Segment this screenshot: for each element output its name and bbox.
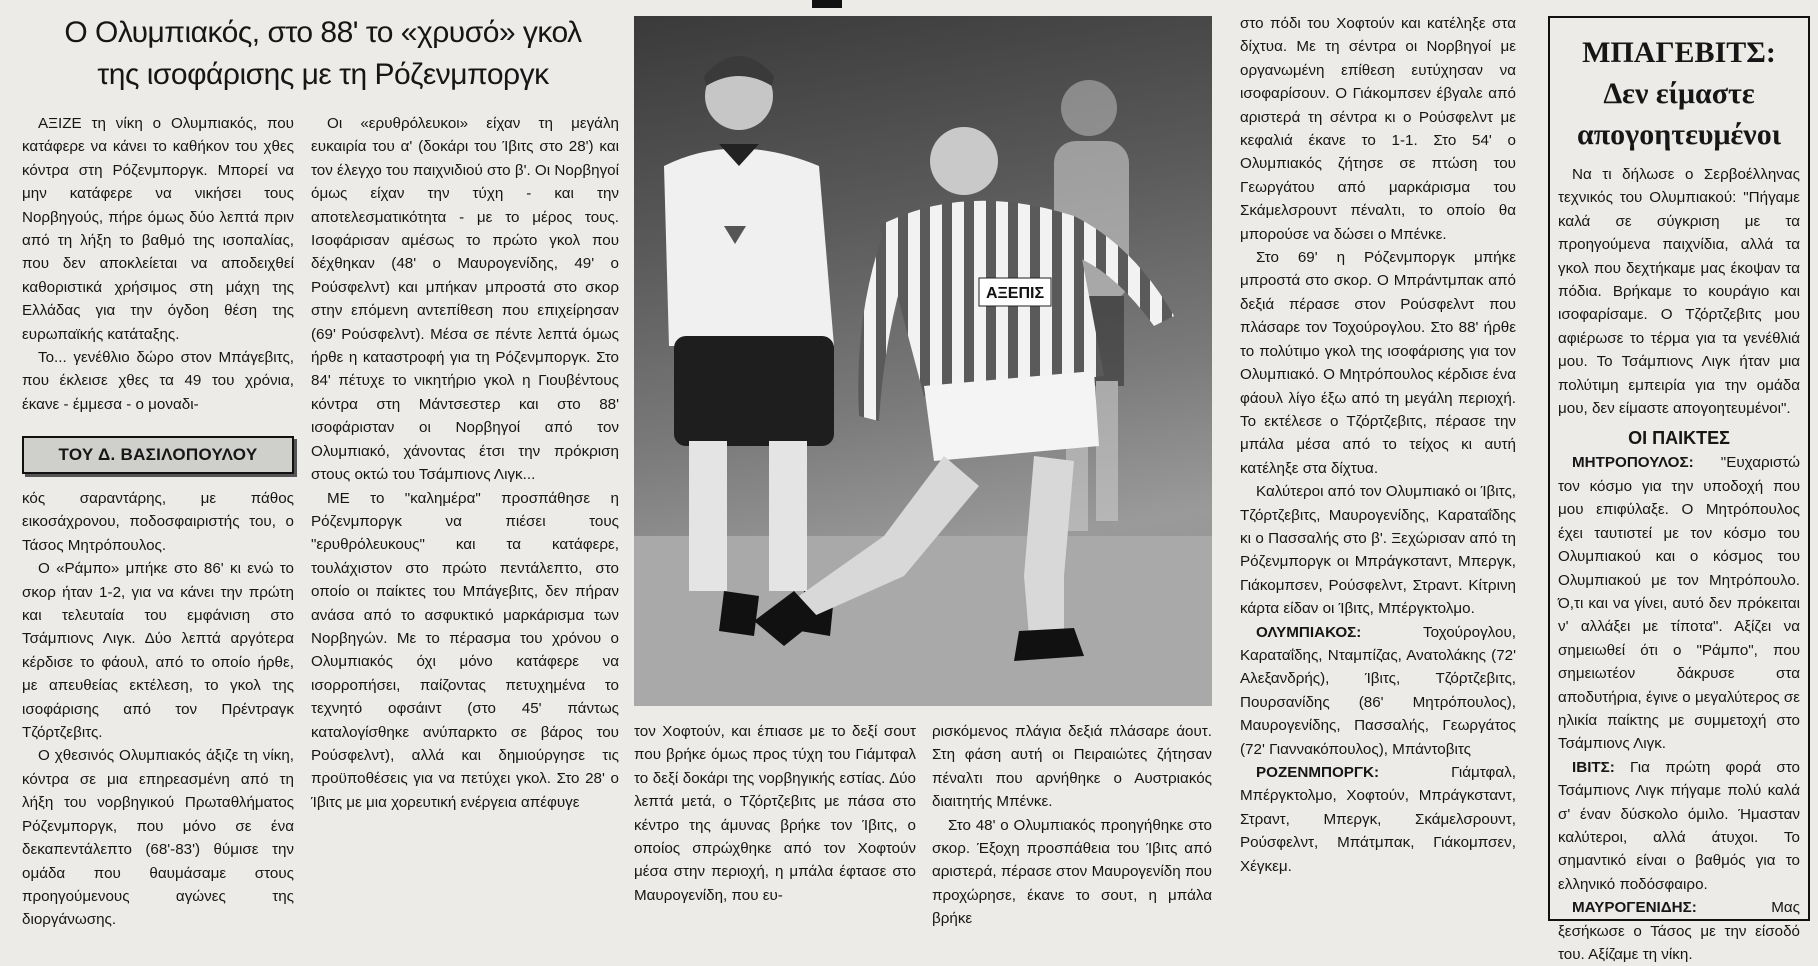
player-name: ΜΑΥΡΟΓΕΝΙΔΗΣ: — [1572, 899, 1697, 917]
paragraph: Οι «ερυθρόλευκοι» είχαν τη μεγάλη ευκαιρία του α' (δοκάρι του Ίβιτς στο 28') και τον έλεγχο του παιχνιδιού στο β'. Οι Νορβηγοί όμως είχαν την τύχη - και την αποτελεσματικότητα - με το μέρος τους. Ισοφάρισαν αμέσως το πρώτο γκολ που δέχθηκαν (48' ο Μαυρογενίδης, 49' ο Ρούσφελντ) και μπήκαν μπροστά στο σκορ στην επόμενη αντεπίθεση που επιχείρησαν (69' Ρούσφελντ). Μέσα σε πέντε λεπτά όμως ήρθε η καταστροφή για τη Ρόζενμποργκ. Στο 84' πέτυχε το νικητήριο γκολ η Γιουβέντους κόντρα στη Μάντσεστερ και στο 88' ισοφάρισταν οι Νορβηγοί από τον Ολυμπιακό, χάνοντας έτσι την πρόκριση στους οκτώ του Τσάμπιονς Λιγκ... — [311, 115, 619, 484]
football-players-illustration — [634, 16, 1212, 706]
team-label: ΡΟΖΕΝΜΠΟΡΓΚ: — [1256, 764, 1380, 781]
paragraph: Στο 48' ο Ολυμπιακός προηγήθηκε στο σκορ. Έξοχη προσπάθεια του Ίβιτς από αριστερά, πέρασε στον Μαυρογενίδη που προχώρησε, έκανε το σουτ, η μπάλα βρήκε — [932, 816, 1212, 928]
quote-text: "Ευχαριστώ τον κόσμο για την υποδοχή που μου επιφύλαξε. Ο Μητρόπουλος έχει ταυτιστεί με τον κόσμο του Ολυμπιακού και ο κόσμος του Ολυμπιακού με τον Μητρόπουλο. Ό,τι και να γίνει, αυτό δεν πρόκειται ν' αλλάξει με τίποτα". Αξίζει να σημειωθεί ότι ο "Ράμπο", που σημειωτέον δάκρυσε στα αποδυτήρια, έγινε ο μεγαλύτερος σε ηλικία παίκτης με συμμετοχή στο Τσάμπιονς Λιγκ. — [1558, 454, 1800, 753]
article-column-2 — [311, 112, 619, 814]
lineup-rosenborg — [1240, 761, 1516, 878]
paragraph: ρισκόμενος πλάγια δεξιά πλάσαρε άουτ. Στη φάση αυτή οι Πειραιώτες ζήτησαν πέναλτι που αρνήθηκε ο Αυστριακός διαιτητής Μπένκε. — [932, 723, 1212, 811]
quote-text: Μας ξεσήκωσε ο Τάσος με την είσοδό του. Αξίζαμε τη νίκη. — [1558, 899, 1800, 963]
sidebar-title-line-3: απογοητευμένοι — [1577, 118, 1781, 151]
team-label: ΟΛΥΜΠΙΑΚΟΣ: — [1256, 623, 1362, 641]
author-byline: ΤΟΥ Δ. ΒΑΣΙΛΟΠΟΥΛΟΥ — [22, 436, 294, 474]
sidebar-title-line-1: ΜΠΑΓΕΒΙΤΣ: — [1582, 36, 1776, 69]
article-column-4 — [932, 720, 1212, 931]
paragraph: ΑΞΙΖΕ τη νίκη ο Ολυμπιακός, που κατάφερε να κάνει το καθήκον του χθες κόντρα στη Ρόζενμποργκ. Μπορεί να μην κατάφερε να νικήσει τους Νορβηγούς, πήρε όμως δύο λεπτά πριν από τη λήξη το βαθμό της ισοπαλίας, που δεν αποκλείεται να αποδειχθεί καθοριστικά χρήσιμος στη μάχη της Ελλάδας για την όγδοη θέση της ευρωπαϊκής κατάταξης. — [22, 115, 294, 343]
headline-line-1: Ο Ολυμπιακός, στο 88' το «χρυσό» γκολ — [64, 16, 582, 49]
paragraph: Καλύτεροι από τον Ολυμπιακό οι Ίβιτς, Τζόρτζεβιτς, Μαυρογενίδης, Καραταΐδης κι ο Πασσαλής στο β'. Ξεχώρισαν από τη Ρόζενμποργκ οι Μπράγκσταντ, Μπεργκ, Γιάκομπσεν, Ρούσφελντ, Στραντ. Κίτρινη κάρτα είδαν οι Ίβιτς, Μπέργκτολμο. — [1240, 483, 1516, 618]
paragraph: Στο 69' η Ρόζενμποργκ μπήκε μπροστά στο σκορ. Ο Μπράντμπακ από δεξιά πέρασε στον Ρούσφελντ που πλάσαρε τον Τοχούρογλου. Στο 88' ήρθε το πολύτιμο γκολ της ισοφάρισης για τον Ολυμπιακό. Ο Μητρόπουλος κέρδισε ένα φάουλ λίγο έξω από τη μεγάλη περιοχή. Το εκτέλεσε ο Τζόρτζεβιτς, πέρασε την μπάλα μέσα από το τείχος κι αυτή κατέληξε στα δίχτυα. — [1240, 249, 1516, 477]
paragraph: κός σαραντάρης, με πάθος εικοσάχρονου, ποδοσφαιριστής του, ο Τάσος Μητρόπουλος. — [22, 490, 294, 554]
paragraph: τον Χοφτούν, και έπιασε με το δεξί σουτ που βρήκε όμως προς τύχη του Γιάμτφαλ το δεξί δοκάρι της νορβηγικής εστίας. Δύο λεπτά μετά, ο Τζόρτζεβιτς με πάσα στο κέντρο της άμυνας βρήκε τον Ίβιτς, ο οποίος σπρώχθηκε από τον Χοφτούν μέσα στην περιοχή, η μπάλα έφτασε στο Μαυρογενίδη, που ευ- — [634, 723, 916, 904]
article-column-5 — [1240, 12, 1516, 878]
player-quote — [1558, 451, 1800, 755]
article-headline — [18, 12, 628, 96]
player-name: ΜΗΤΡΟΠΟΥΛΟΣ: — [1572, 454, 1694, 472]
player-quote — [1558, 756, 1800, 896]
paragraph: στο πόδι του Χοφτούν και κατέληξε στα δίχτυα. Με τη σέντρα οι Νορβηγοί με οργανωμένη επίθεση ευτύχησαν να ισοφαρίσουν. Ο Γιάκομπσεν έβγαλε από αριστερά τη σέντρα κι ο Ρούσφελντ με κεφαλιά έκανε το 1-1. Στο 54' ο Ολυμπιακός ζήτησε σε πτώση του Γεωργάτου από μαρκάρισμα του Σκάμελσρουντ πέναλτι, το οποίο θα μπορούσε να δώσει ο Μπένκε. — [1240, 15, 1516, 243]
shirt-sponsor-text: ΑΞΕΠΙΣ — [985, 285, 1045, 302]
article-column-1-continued — [22, 487, 294, 932]
paragraph: Ο χθεσινός Ολυμπιακός άξιζε τη νίκη, κόντρα σε μια επηρεασμένη από τη λήξη του νορβηγικού Πρωταθλήματος Ρόζενμποργκ, που μόνο σε ένα δεκαπεντάλεπτο (68'-83') θύμισε την ομάδα που θαυμάσαμε στους προηγούμενους αγώνες της διοργάνωσης. — [22, 747, 294, 929]
article-column-3 — [634, 720, 916, 907]
top-edge-mark — [812, 0, 842, 8]
player-quote — [1558, 896, 1800, 966]
lineup-olympiakos — [1240, 621, 1516, 761]
sidebar-section-heading: ΟΙ ΠΑΙΚΤΕΣ — [1628, 428, 1730, 449]
lineup-text: Τοχούρογλου, Καραταΐδης, Νταμπίζας, Ανατολάκης (72' Αλεξανδρής), Ίβιτς, Τζόρτζεβιτς, Πουρσανίδης (86' Μητρόπουλος), Μαυρογενίδης, Πασσαλής, Γεωργάτος (72' Γιαννακόπουλος), Μπάντοβιτς — [1240, 623, 1516, 758]
paragraph: Το... γενέθλιο δώρο στον Μπάγεβιτς, που έκλεισε χθες τα 49 του χρόνια, έκανε - έμμεσα - ο μοναδι- — [22, 349, 294, 413]
headline-line-2: της ισοφάρισης με τη Ρόζενμποργκ — [97, 58, 549, 91]
lineup-text: Γιάμτφαλ, Μπέργκτολμο, Χοφτούν, Μπράγκσταντ, Στραντ, Μπεργκ, Σκάμελσρουντ, Ρούσφελντ, Μπάτμπακ, Γιάκομπσεν, Χέγκεμ. — [1240, 764, 1516, 875]
sidebar-title-line-2: Δεν είμαστε — [1603, 77, 1755, 110]
sidebar-title — [1556, 32, 1802, 155]
match-photo — [634, 16, 1212, 706]
quote-text: Για πρώτη φορά στο Τσάμπιονς Λιγκ πήγαμε πολύ καλά σ' έναν δύσκολο όμιλο. Ήμασταν καλύτεροι, αλλά άτυχοι. Το σημαντικό είναι ο βαθμός για το ελληνικό ποδόσφαιρο. — [1558, 758, 1800, 893]
article-column-1 — [22, 112, 294, 416]
player-name: ΙΒΙΤΣ: — [1572, 758, 1615, 776]
paragraph: ΜΕ το "καλημέρα" προσπάθησε η Ρόζενμποργκ να πιέσει τους "ερυθρόλευκους" και τα κατάφερε, τουλάχιστον στο πρώτο πεντάλεπτο, στο οποίο οι παίκτες του Μπάγεβιτς, δεν πήραν ανάσα από το ασφυκτικό μαρκάρισμα των Νορβηγών. Με το πέρασμα του χρόνου ο Ολυμπιακός όχι μόνο κατάφερε να ισορροπήσει, παίζοντας πετυχημένα το τεχνητό οφσάιντ (στο 45' πάντως καταλογίσθηκε ανύπαρκτο σε βάρος του Ρούσφελντ), αλλά και δημιούργησε τις προϋποθέσεις για να πετύχει γκολ. Στο 28' ο Ίβιτς με μια χορευτική ενέργεια απέφυγε — [311, 489, 619, 811]
sidebar-box — [1548, 16, 1810, 963]
paragraph: Να τι δήλωσε ο Σερβοέλληνας τεχνικός του Ολυμπιακού: "Πήγαμε καλά σε σύγκριση με τα προηγούμενα παιχνίδια, αλλά τα γκολ που δεχτήκαμε μας έκοψαν τα πόδια. Βρήκαμε το κουράγιο και ισοφαρίσαμε. Ο Τζόρτζεβιτς μου αφιέρωσε το τέρμα για τα γενέθλιά μου. Το Τσάμπιονς Λιγκ ήταν μια πολύτιμη εμπειρία για την ομάδα μου, δεν είμαστε απογοητευμένοι". — [1558, 166, 1800, 418]
paragraph: Ο «Ράμπο» μπήκε στο 86' κι ενώ το σκορ ήταν 1-2, για να κάνει την πρώτη και τελευταία του εμφάνιση στο Τσάμπιονς Λιγκ. Δύο λεπτά αργότερα κέρδισε το φάουλ, από το οποίο ήρθε, με απευθείας εκτέλεση, το γκολ της ισοφάρισης από τον Πρέντραγκ Τζόρτζεβιτς. — [22, 560, 294, 742]
